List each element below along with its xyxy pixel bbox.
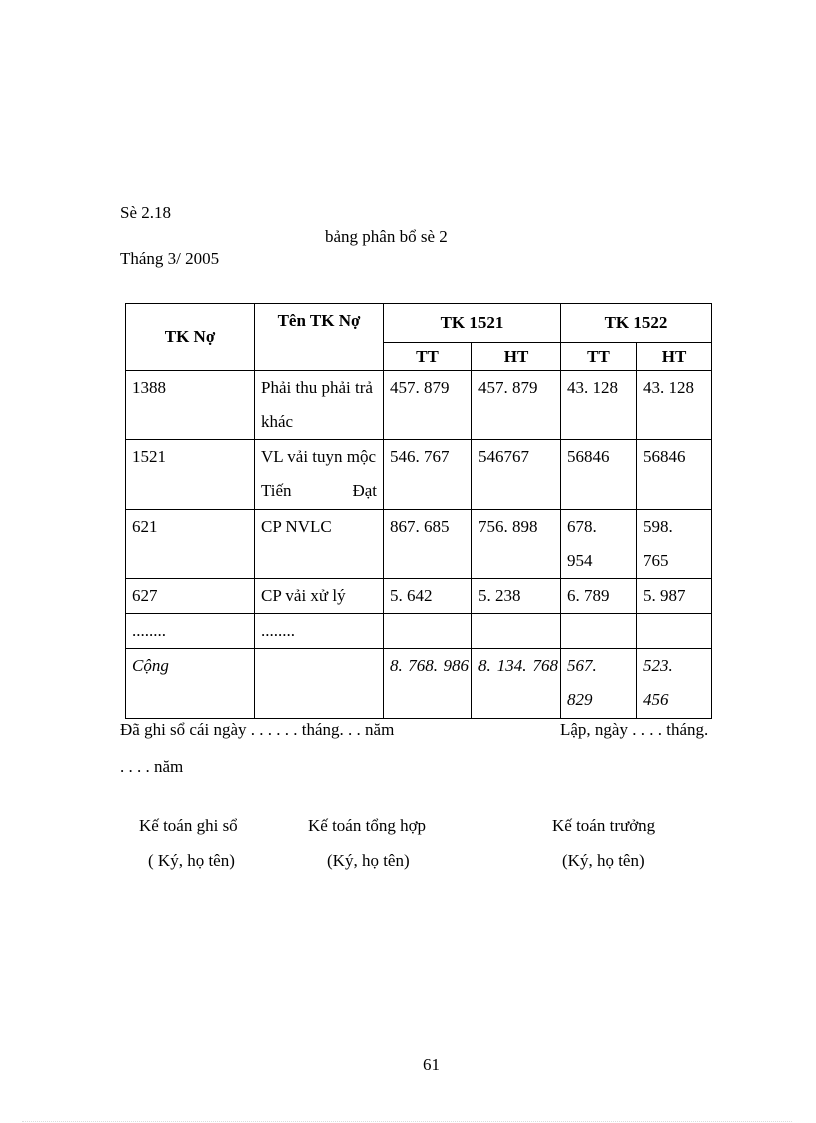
page-bottom-divider: [22, 1121, 792, 1122]
document-title: bảng phân bổ sè 2: [325, 227, 448, 246]
total-label: Cộng: [126, 649, 255, 719]
row-tk1522-tt: 56846: [561, 440, 637, 510]
row-tk1521-ht: 546767: [472, 440, 561, 510]
header-tk1522: TK 1522: [561, 304, 712, 343]
row-tk1521-tt: [384, 614, 472, 649]
prepared-date-note: Lập, ngày . . . . tháng.: [560, 720, 709, 739]
row-name: VL vải tuyn mộc Tiến Đạt: [255, 440, 384, 510]
ledger-note: Đã ghi sổ cái ngày . . . . . . tháng. . . năm: [120, 720, 395, 739]
table-row: [126, 510, 712, 579]
signature-title-general-accountant: Kế toán tổng hợp: [308, 816, 427, 835]
row-code: ........: [126, 614, 255, 649]
header-tk1521: TK 1521: [384, 304, 561, 343]
header-tk1522-ht: HT: [637, 343, 712, 371]
row-tk1521-tt: 457. 879: [384, 371, 472, 440]
total-tk1522-ht: 523. 456: [637, 649, 712, 719]
row-code: 627: [126, 579, 255, 614]
row-code: 1388: [126, 371, 255, 440]
row-name: CP NVLC: [255, 510, 384, 579]
row-tk1521-ht: 5. 238: [472, 579, 561, 614]
row-tk1521-tt: 867. 685: [384, 510, 472, 579]
row-tk1522-ht: 5. 987: [637, 579, 712, 614]
allocation-table: [125, 303, 712, 719]
signature-note-chief-accountant: (Ký, họ tên): [562, 851, 645, 870]
header-tk1521-ht: HT: [472, 343, 561, 371]
row-name: CP vải xử lý: [255, 579, 384, 614]
row-name: Phải thu phải trả khác: [255, 371, 384, 440]
total-tk1521-ht: 8. 134. 768: [472, 649, 561, 719]
table-row: [126, 371, 712, 440]
signature-title-chief-accountant: Kế toán trưởng: [552, 816, 656, 835]
header-debit-account-name: Tên TK Nợ: [255, 304, 384, 371]
year-note: . . . . năm: [120, 757, 184, 776]
document-month: Tháng 3/ 2005: [120, 249, 220, 268]
total-tk1521-tt: 8. 768. 986: [384, 649, 472, 719]
table-row: [126, 614, 712, 649]
header-tk1522-tt: TT: [561, 343, 637, 371]
page-number: 61: [423, 1055, 440, 1074]
header-debit-account: TK Nợ: [126, 304, 255, 371]
row-tk1521-ht: 457. 879: [472, 371, 561, 440]
row-tk1522-ht: [637, 614, 712, 649]
signature-title-bookkeeper: Kế toán ghi sổ: [139, 816, 238, 835]
row-name: ........: [255, 614, 384, 649]
row-tk1522-tt: 678. 954: [561, 510, 637, 579]
row-code: 1521: [126, 440, 255, 510]
document-code: Sè 2.18: [120, 203, 171, 222]
table-row: [126, 440, 712, 510]
row-code: 621: [126, 510, 255, 579]
row-tk1522-tt: [561, 614, 637, 649]
row-tk1521-ht: 756. 898: [472, 510, 561, 579]
row-tk1521-tt: 546. 767: [384, 440, 472, 510]
row-tk1522-ht: 43. 128: [637, 371, 712, 440]
row-tk1522-ht: 598. 765: [637, 510, 712, 579]
row-tk1522-ht: 56846: [637, 440, 712, 510]
table-row: [126, 579, 712, 614]
row-tk1522-tt: 43. 128: [561, 371, 637, 440]
signature-note-general-accountant: (Ký, họ tên): [327, 851, 410, 870]
row-tk1521-ht: [472, 614, 561, 649]
signature-note-bookkeeper: ( Ký, họ tên): [148, 851, 235, 870]
row-tk1521-tt: 5. 642: [384, 579, 472, 614]
total-empty-cell: [255, 649, 384, 719]
total-tk1522-tt: 567. 829: [561, 649, 637, 719]
header-tk1521-tt: TT: [384, 343, 472, 371]
total-row: [126, 649, 712, 719]
row-tk1522-tt: 6. 789: [561, 579, 637, 614]
